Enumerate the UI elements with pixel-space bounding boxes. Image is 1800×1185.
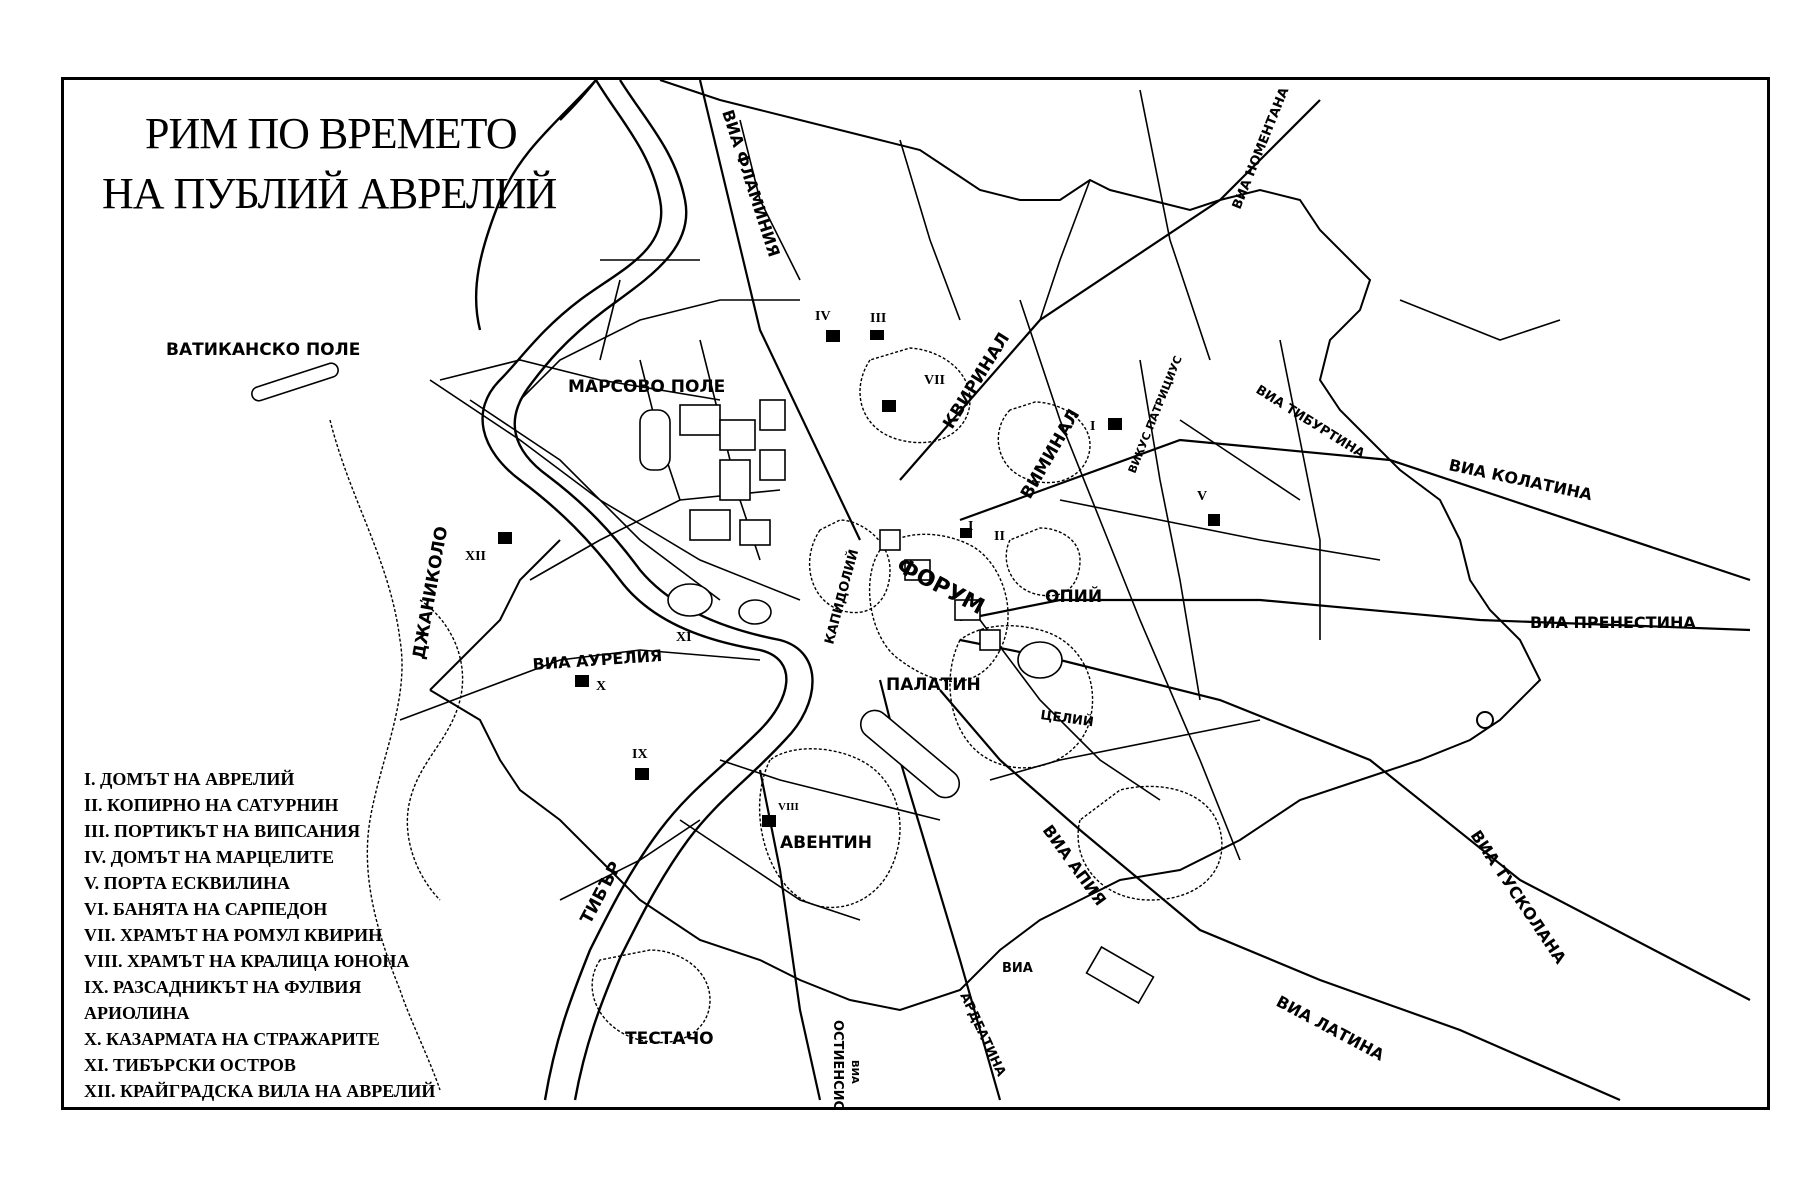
label-via-colatina: ВИА КОЛАТИНА [1447,455,1594,505]
legend-item: VII. ХРАМЪТ НА РОМУЛ КВИРИН [84,925,383,945]
label-via-tuscolana: ВИА ТУСКОЛАНА [1466,826,1571,968]
label-forum: ФОРУМ [892,553,989,621]
label-via-ardeatina-2: АРДЕАТИНА [956,990,1009,1079]
marker-ix: IX [632,747,648,762]
vatican-circus [250,361,340,402]
label-via-apia: ВИА АПИЯ [1038,821,1110,910]
marker-ix-square [635,768,649,780]
marker-i-square [1108,418,1122,430]
marker-v: V [1197,489,1208,504]
marker-i: I [1090,419,1096,434]
label-via-tiburtina: ВИА ТИБУРТИНА [1252,382,1368,462]
label-palatine: ПАЛАТИН [886,675,981,695]
label-ostiensis: ОСТИЕНСИС [830,1020,845,1111]
marker-iv: IV [815,309,831,324]
marker-iii: III [870,311,887,326]
marker-vii-square [882,400,896,412]
legend-item: X. КАЗАРМАТА НА СТРАЖАРИТЕ [84,1029,380,1049]
marker-x: X [596,679,607,694]
label-vicus-patricius: ВИКУС ПАТРИЦИУС [1125,353,1185,476]
legend-item: IV. ДОМЪТ НА МАРЦЕЛИТЕ [84,847,335,867]
gate-circle [1477,712,1493,728]
legend-item: XI. ТИБЪРСКИ ОСТРОВ [84,1055,296,1075]
legend-item: XII. КРАЙГРАДСКА ВИЛА НА АВРЕЛИЙ [84,1081,436,1101]
label-via-ardeatina-1: ВИА [1002,961,1033,976]
label-via-small: ВИА [849,1060,860,1084]
marker-ii: II [994,529,1005,544]
label-janiculum: ДЖАНИКОЛО [409,524,453,661]
colosseum [1018,642,1062,678]
marker-x-square [575,675,589,687]
label-via-prenestina: ВИА ПРЕНЕСТИНА [1530,613,1696,632]
marker-iv-square [826,330,840,342]
label-via-aurelia: ВИА АУРЕЛИЯ [531,645,663,674]
stadium-building [640,410,670,470]
legend-item: V. ПОРТА ЕСКВИЛИНА [84,873,290,893]
label-via-nomentana: ВИА НОМЕНТАНА [1229,85,1293,212]
marker-xii-square [498,532,512,544]
label-quirinal: КВИРИНАЛ [939,329,1015,433]
legend-item: VI. БАНЯТА НА САРПЕДОН [84,899,328,919]
city-wall [430,80,1540,1010]
label-capitol: КАПИДОЛИЙ [822,547,863,647]
map-title-line1: РИМ ПО ВРЕМЕТО [145,109,517,158]
marker-viii-square [762,815,776,827]
label-opium: ОПИЙ [1045,587,1103,607]
label-campus-martius: МАРСОВО ПОЛЕ [568,377,726,397]
marker-xii: XII [465,549,487,564]
label-testaccio: ТЕСТАЧО [625,1029,714,1049]
marker-vii: VII [924,373,946,388]
legend-item: I. ДОМЪТ НА АВРЕЛИЙ [84,769,295,789]
legend [84,768,435,1101]
legend-item: III. ПОРТИКЪТ НА ВИПСАНИЯ [84,821,361,841]
label-tiber: ТИБЪР [576,858,626,928]
legend-item: II. КОПИРНО НА САТУРНИН [84,795,339,815]
label-viminal: ВИМИНАЛ [1017,406,1085,503]
legend-item: VIII. ХРАМЪТ НА КРАЛИЦА ЮНОНА [84,951,410,971]
marker-xi: XI [676,630,692,645]
legend-item: АРИОЛИНА [84,1003,190,1023]
map-title-line2: НА ПУБЛИЙ АВРЕЛИЙ [102,169,557,218]
buildings [250,361,1153,1003]
label-aventine: АВЕНТИН [780,833,873,853]
marker-i-forum: I [968,519,974,534]
marker-viii: VIII [778,801,799,813]
label-via-flaminia: ВИА ФЛАМИНИЯ [718,107,784,260]
label-vatican-field: ВАТИКАНСКО ПОЛЕ [166,340,361,360]
circus-maximus [855,705,965,804]
marker-iii-square [870,330,884,340]
legend-item: IX. РАЗСАДНИКЪТ НА ФУЛВИЯ [84,977,362,997]
label-via-latina: ВИА ЛАТИНА [1273,991,1388,1065]
marker-v-square [1208,514,1220,526]
label-celius: ЦЕЛИЙ [1039,708,1095,731]
